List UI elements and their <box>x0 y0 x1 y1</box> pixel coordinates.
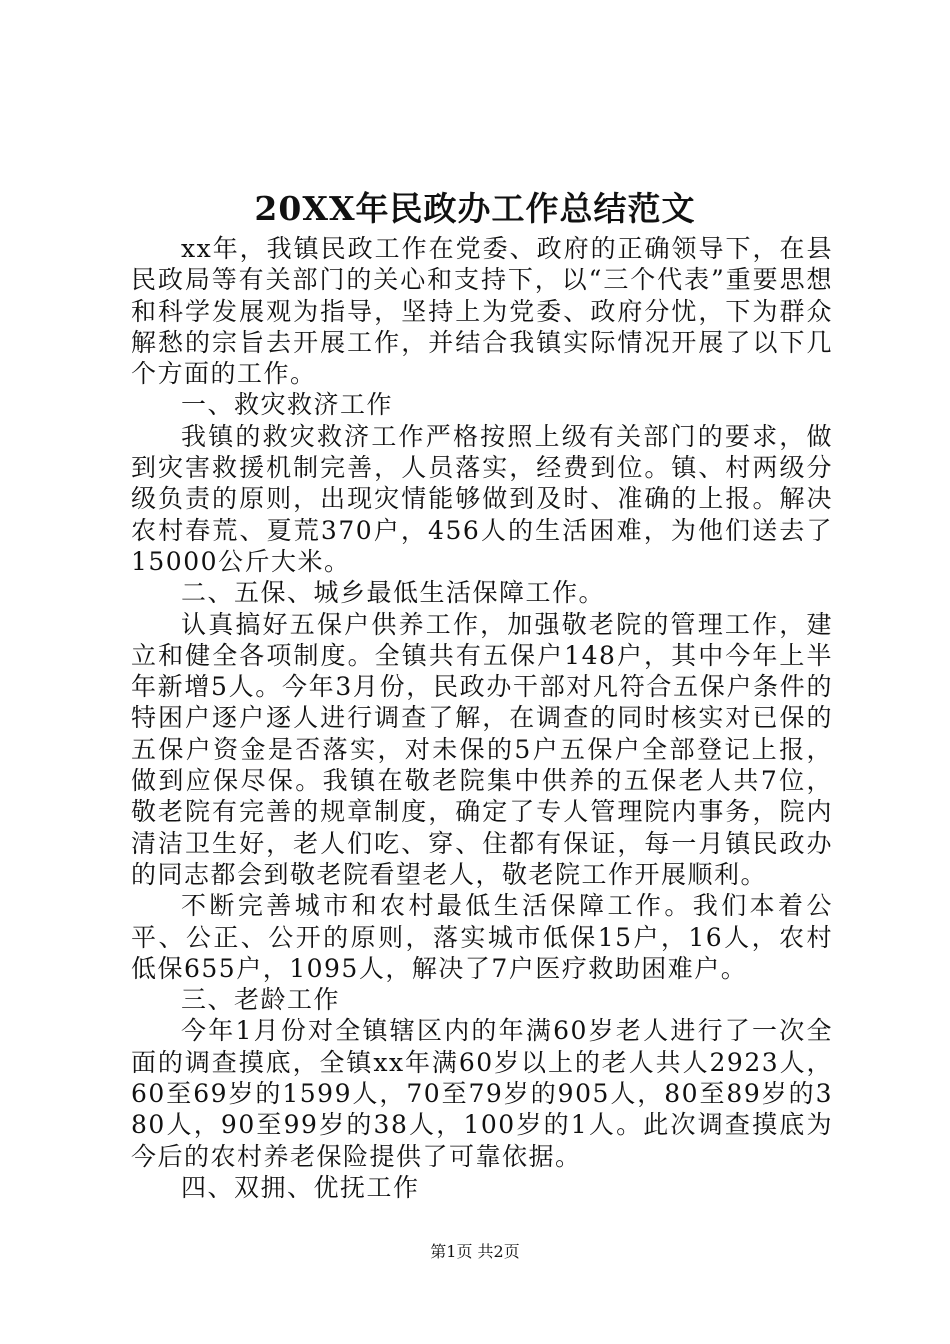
elderly-paragraph: 今年1月份对全镇辖区内的年满60岁老人进行了一次全面的调查摸底，全镇xx年满60岁以上的老人共人2923人，60至69岁的1599人，70至79岁的905人，80至89岁的380人，90至99岁的38人，100岁的1人。此次调查摸底为今后的农村养老保险提供了可靠依据。 <box>131 1016 833 1171</box>
intro-paragraph: xx年，我镇民政工作在党委、政府的正确领导下，在县民政局等有关部门的关心和支持下，以“三个代表”重要思想和科学发展观为指导，坚持上为党委、政府分忧，下为群众解愁的宗旨去开展工作，并结合我镇实际情况开展了以下几个方面的工作。 <box>131 234 833 389</box>
section-heading-support-army: 四、双拥、优抚工作 <box>181 1172 420 1202</box>
section-heading-five-guarantees: 二、五保、城乡最低生活保障工作。 <box>181 578 606 608</box>
section-heading-disaster-relief: 一、救灾救济工作 <box>181 390 394 420</box>
minimum-living-paragraph: 不断完善城市和农村最低生活保障工作。我们本着公平、公正、公开的原则，落实城市低保15户，16人，农村低保655户，1095人，解决了7户医疗救助困难户。 <box>131 891 833 983</box>
page-footer: 第1页 共2页 <box>430 1242 520 1261</box>
disaster-relief-paragraph: 我镇的救灾救济工作严格按照上级有关部门的要求，做到灾害救援机制完善，人员落实，经费到位。镇、村两级分级负责的原则，出现灾情能够做到及时、准确的上报。解决农村春荒、夏荒370户，456人的生活困难，为他们送去了15000公斤大米。 <box>131 421 833 576</box>
document-title: 20XX年民政办工作总结范文 <box>254 189 696 228</box>
document-body <box>131 233 833 1203</box>
five-guarantees-paragraph: 认真搞好五保户供养工作，加强敬老院的管理工作，建立和健全各项制度。全镇共有五保户148户，其中今年上半年新增5人。今年3月份，民政办干部对凡符合五保户条件的特困户逐户逐人进行调查了解，在调查的同时核实对已保的五保户资金是否落实，对未保的5户五保户全部登记上报，做到应保尽保。我镇在敬老院集中供养的五保老人共7位，敬老院有完善的规章制度，确定了专人管理院内事务，院内清洁卫生好，老人们吃、穿、住都有保证，每一月镇民政办的同志都会到敬老院看望老人，敬老院工作开展顺利。 <box>131 609 833 889</box>
section-heading-elderly: 三、老龄工作 <box>181 985 341 1015</box>
